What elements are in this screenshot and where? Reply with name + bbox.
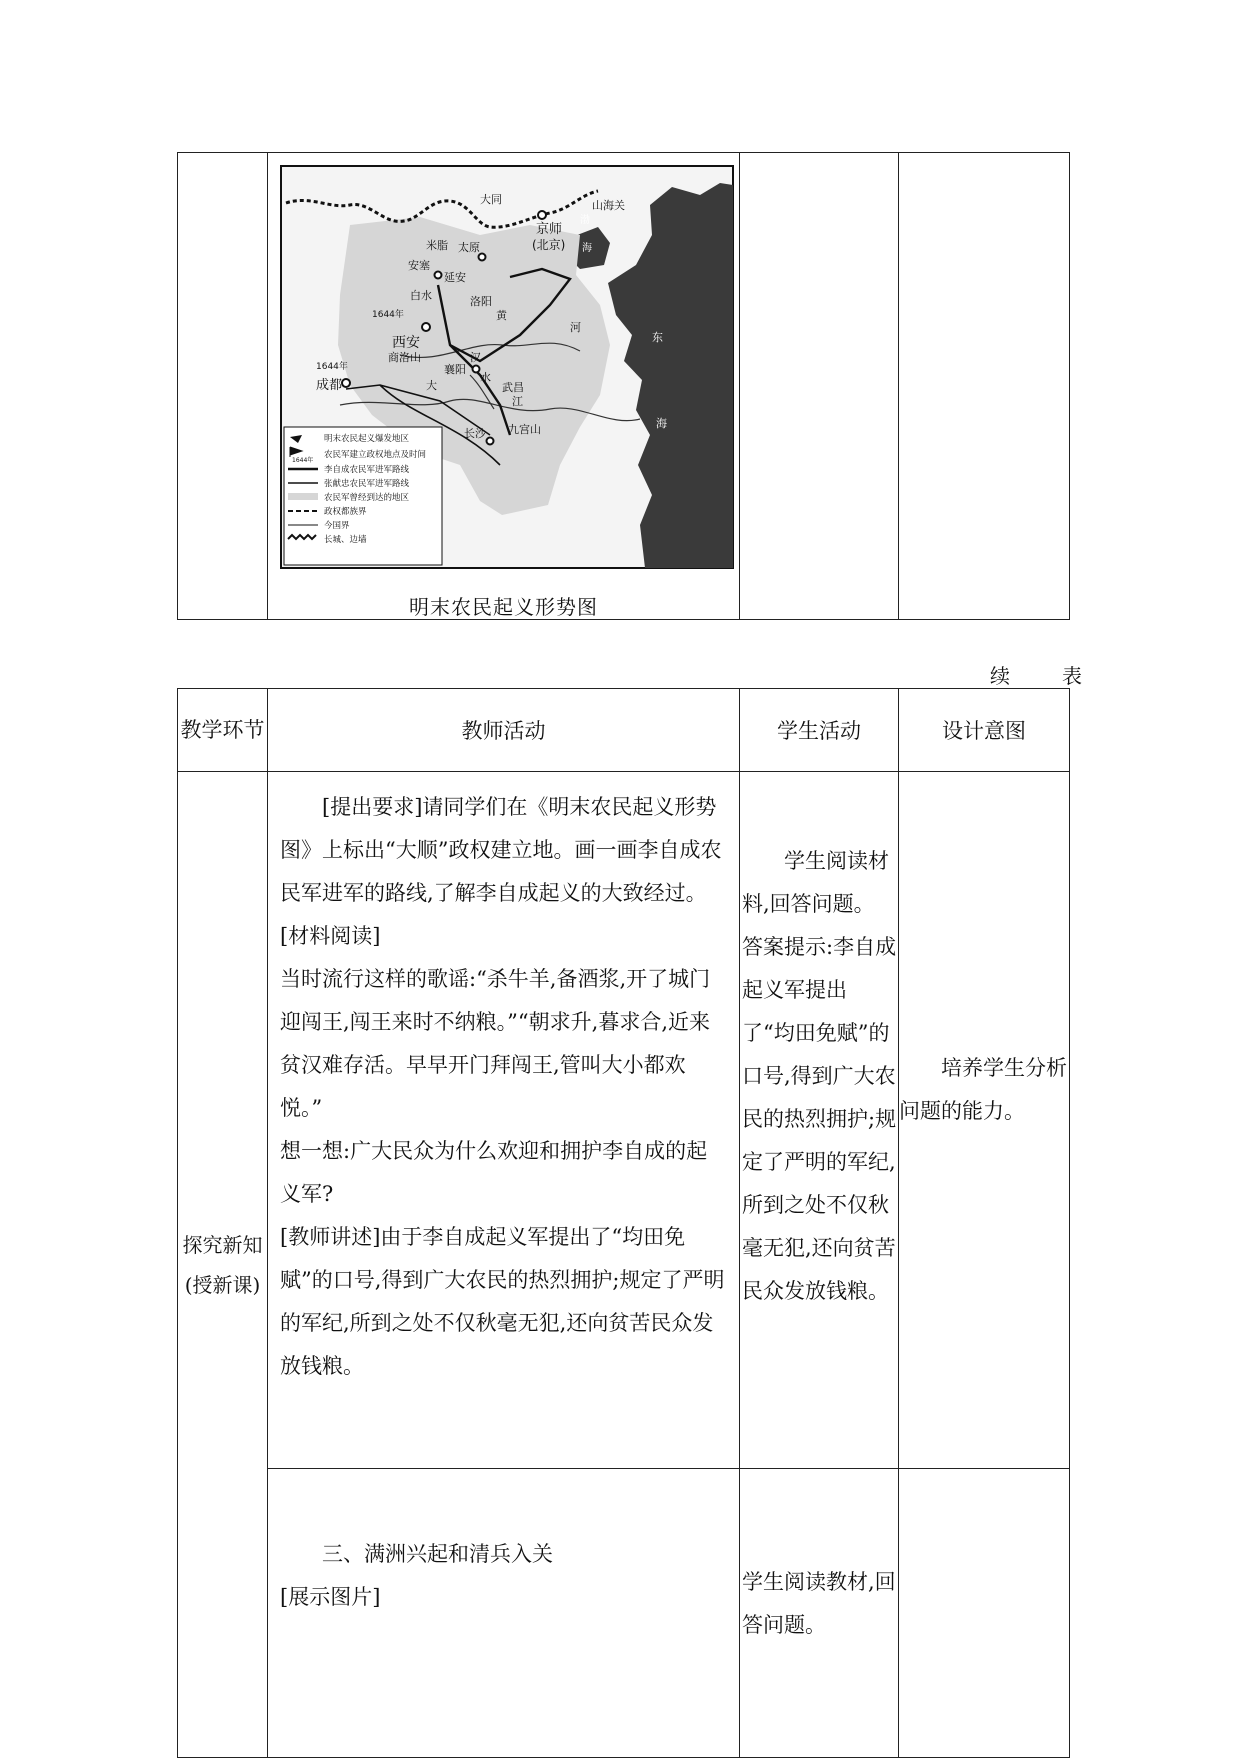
teacher-requirement: [提出要求]请同学们在《明末农民起义形势图》上标出“大顺”政权建立地。画一画李自成农民军进军的路线,了解李自成起义的大致经过。 [280, 795, 722, 905]
student-activity-cell [740, 772, 899, 1469]
legend-item-2: 农民军建立政权地点及时间 [324, 450, 427, 460]
table-row [178, 1469, 1070, 1758]
header-teacher: 教师活动 [268, 689, 740, 772]
label-river-he: 河 [570, 321, 581, 334]
design-intent-cell-2 [899, 1469, 1070, 1758]
city-marker-xiangyang [473, 366, 480, 373]
label-shanhaiguan: 山海关 [592, 199, 625, 212]
teacher-question: 想一想:广大民众为什么欢迎和拥护李自成的起义军? [280, 1139, 708, 1206]
label-datong: 大同 [480, 193, 502, 206]
section-cell [178, 772, 268, 1758]
teacher-section-title: 三、满洲兴起和清兵入关 [322, 1542, 553, 1566]
teacher-material-text: 当时流行这样的歌谣:“杀牛羊,备酒浆,开了城门迎闯王,闯王来时不纳粮。”“朝求升,暮求合,近来贫汉难存活。早早开门拜闯王,管叫大小都欢悦。” [280, 967, 711, 1120]
label-yanan: 延安 [444, 271, 466, 284]
legend-item-4: 张献忠农民军进军路线 [324, 479, 410, 489]
map-table [177, 152, 1070, 620]
label-beijing: (北京) [532, 238, 566, 252]
section-line-1: 探究新知 [182, 1232, 263, 1257]
city-marker-changsha [487, 438, 494, 445]
map-table-section-cell [178, 153, 268, 620]
legend-item-1: 明末农民起义爆发地区 [324, 434, 410, 444]
city-marker-ansai [435, 272, 442, 279]
map-table-intent-cell [899, 153, 1070, 620]
map-caption: 明末农民起义形势图 [409, 595, 598, 619]
label-sea-dong: 东 [652, 331, 663, 344]
legend-item-8: 长城、边墙 [324, 535, 367, 545]
header-section: 教学环节 [178, 689, 268, 772]
legend-item-7: 今国界 [324, 521, 350, 531]
table-row [178, 772, 1070, 1469]
label-xiangyang: 襄阳 [444, 363, 466, 376]
label-chengdu: 成都 [316, 378, 343, 393]
student-activity-cell-2 [740, 1469, 899, 1758]
label-river-jiang: 江 [512, 395, 523, 408]
teacher-show-image: [展示图片] [280, 1585, 381, 1609]
student-task-2: 学生阅读教材,回答问题。 [742, 1570, 896, 1637]
label-sea-hai: 海 [582, 243, 592, 254]
label-year-chengdu: 1644年 [316, 362, 348, 372]
legend-item-3: 李自成农民军进军路线 [324, 465, 410, 475]
label-jingshi: 京师 [536, 222, 563, 237]
city-marker-taiyuan [479, 254, 486, 261]
legend-year: 1644年 [292, 457, 314, 464]
label-river-han: 汉 [470, 351, 481, 364]
teacher-activity-cell [268, 772, 740, 1469]
map-table-student-cell [740, 153, 899, 620]
label-year-xian: 1644年 [372, 310, 404, 320]
city-marker-chengdu [342, 379, 350, 387]
design-intent-cell [899, 772, 1070, 1469]
student-task: 学生阅读材料,回答问题。 [742, 849, 889, 916]
continued-table-label: 续 表 [990, 664, 1098, 688]
label-xian: 西安 [392, 335, 420, 351]
label-river-shui: 水 [480, 371, 491, 384]
map-cell [268, 153, 740, 620]
label-shangluoshan: 商洛山 [388, 351, 421, 364]
label-sea-bo: 渤 [580, 215, 590, 226]
city-marker-xian [422, 323, 430, 331]
label-changsha: 长沙 [464, 427, 486, 440]
table-header-row [178, 689, 1070, 772]
header-student: 学生活动 [740, 689, 899, 772]
student-answer: 答案提示:李自成起义军提出了“均田免赋”的口号,得到广大农民的热烈拥护;规定了严明的军纪,所到之处不仅秋毫无犯,还向贫苦民众发放钱粮。 [742, 935, 897, 1303]
teacher-explanation: [教师讲述]由于李自成起义军提出了“均田免赋”的口号,得到广大农民的热烈拥护;规定了严明的军纪,所到之处不仅秋毫无犯,还向贫苦民众发放钱粮。 [280, 1225, 725, 1378]
section-line-2: (授新课) [184, 1272, 261, 1297]
label-jiugongshan: 九宫山 [508, 423, 541, 436]
label-mizhi: 米脂 [426, 239, 448, 252]
legend-item-6: 政权都族界 [324, 507, 367, 517]
label-sea-hai2: 海 [656, 417, 667, 430]
header-intent: 设计意图 [899, 689, 1070, 772]
label-baishui: 白水 [410, 289, 432, 302]
city-marker-jingshi [538, 211, 546, 219]
teacher-activity-cell-2 [268, 1469, 740, 1758]
label-wuchang: 武昌 [502, 381, 524, 394]
legend-item-5: 农民军曾经到达的地区 [324, 493, 410, 503]
label-taiyuan: 太原 [458, 241, 480, 254]
teacher-material-heading: [材料阅读] [280, 924, 381, 948]
lesson-table [177, 688, 1070, 1758]
label-ansai: 安塞 [408, 259, 430, 272]
label-luoyang: 洛阳 [470, 295, 492, 308]
legend-symbol-area [288, 493, 318, 500]
label-river-huang: 黄 [496, 309, 507, 322]
ming-peasant-uprising-map [280, 165, 734, 569]
design-intent-text: 培养学生分析问题的能力。 [899, 1056, 1067, 1123]
label-river-da: 大 [426, 379, 437, 392]
